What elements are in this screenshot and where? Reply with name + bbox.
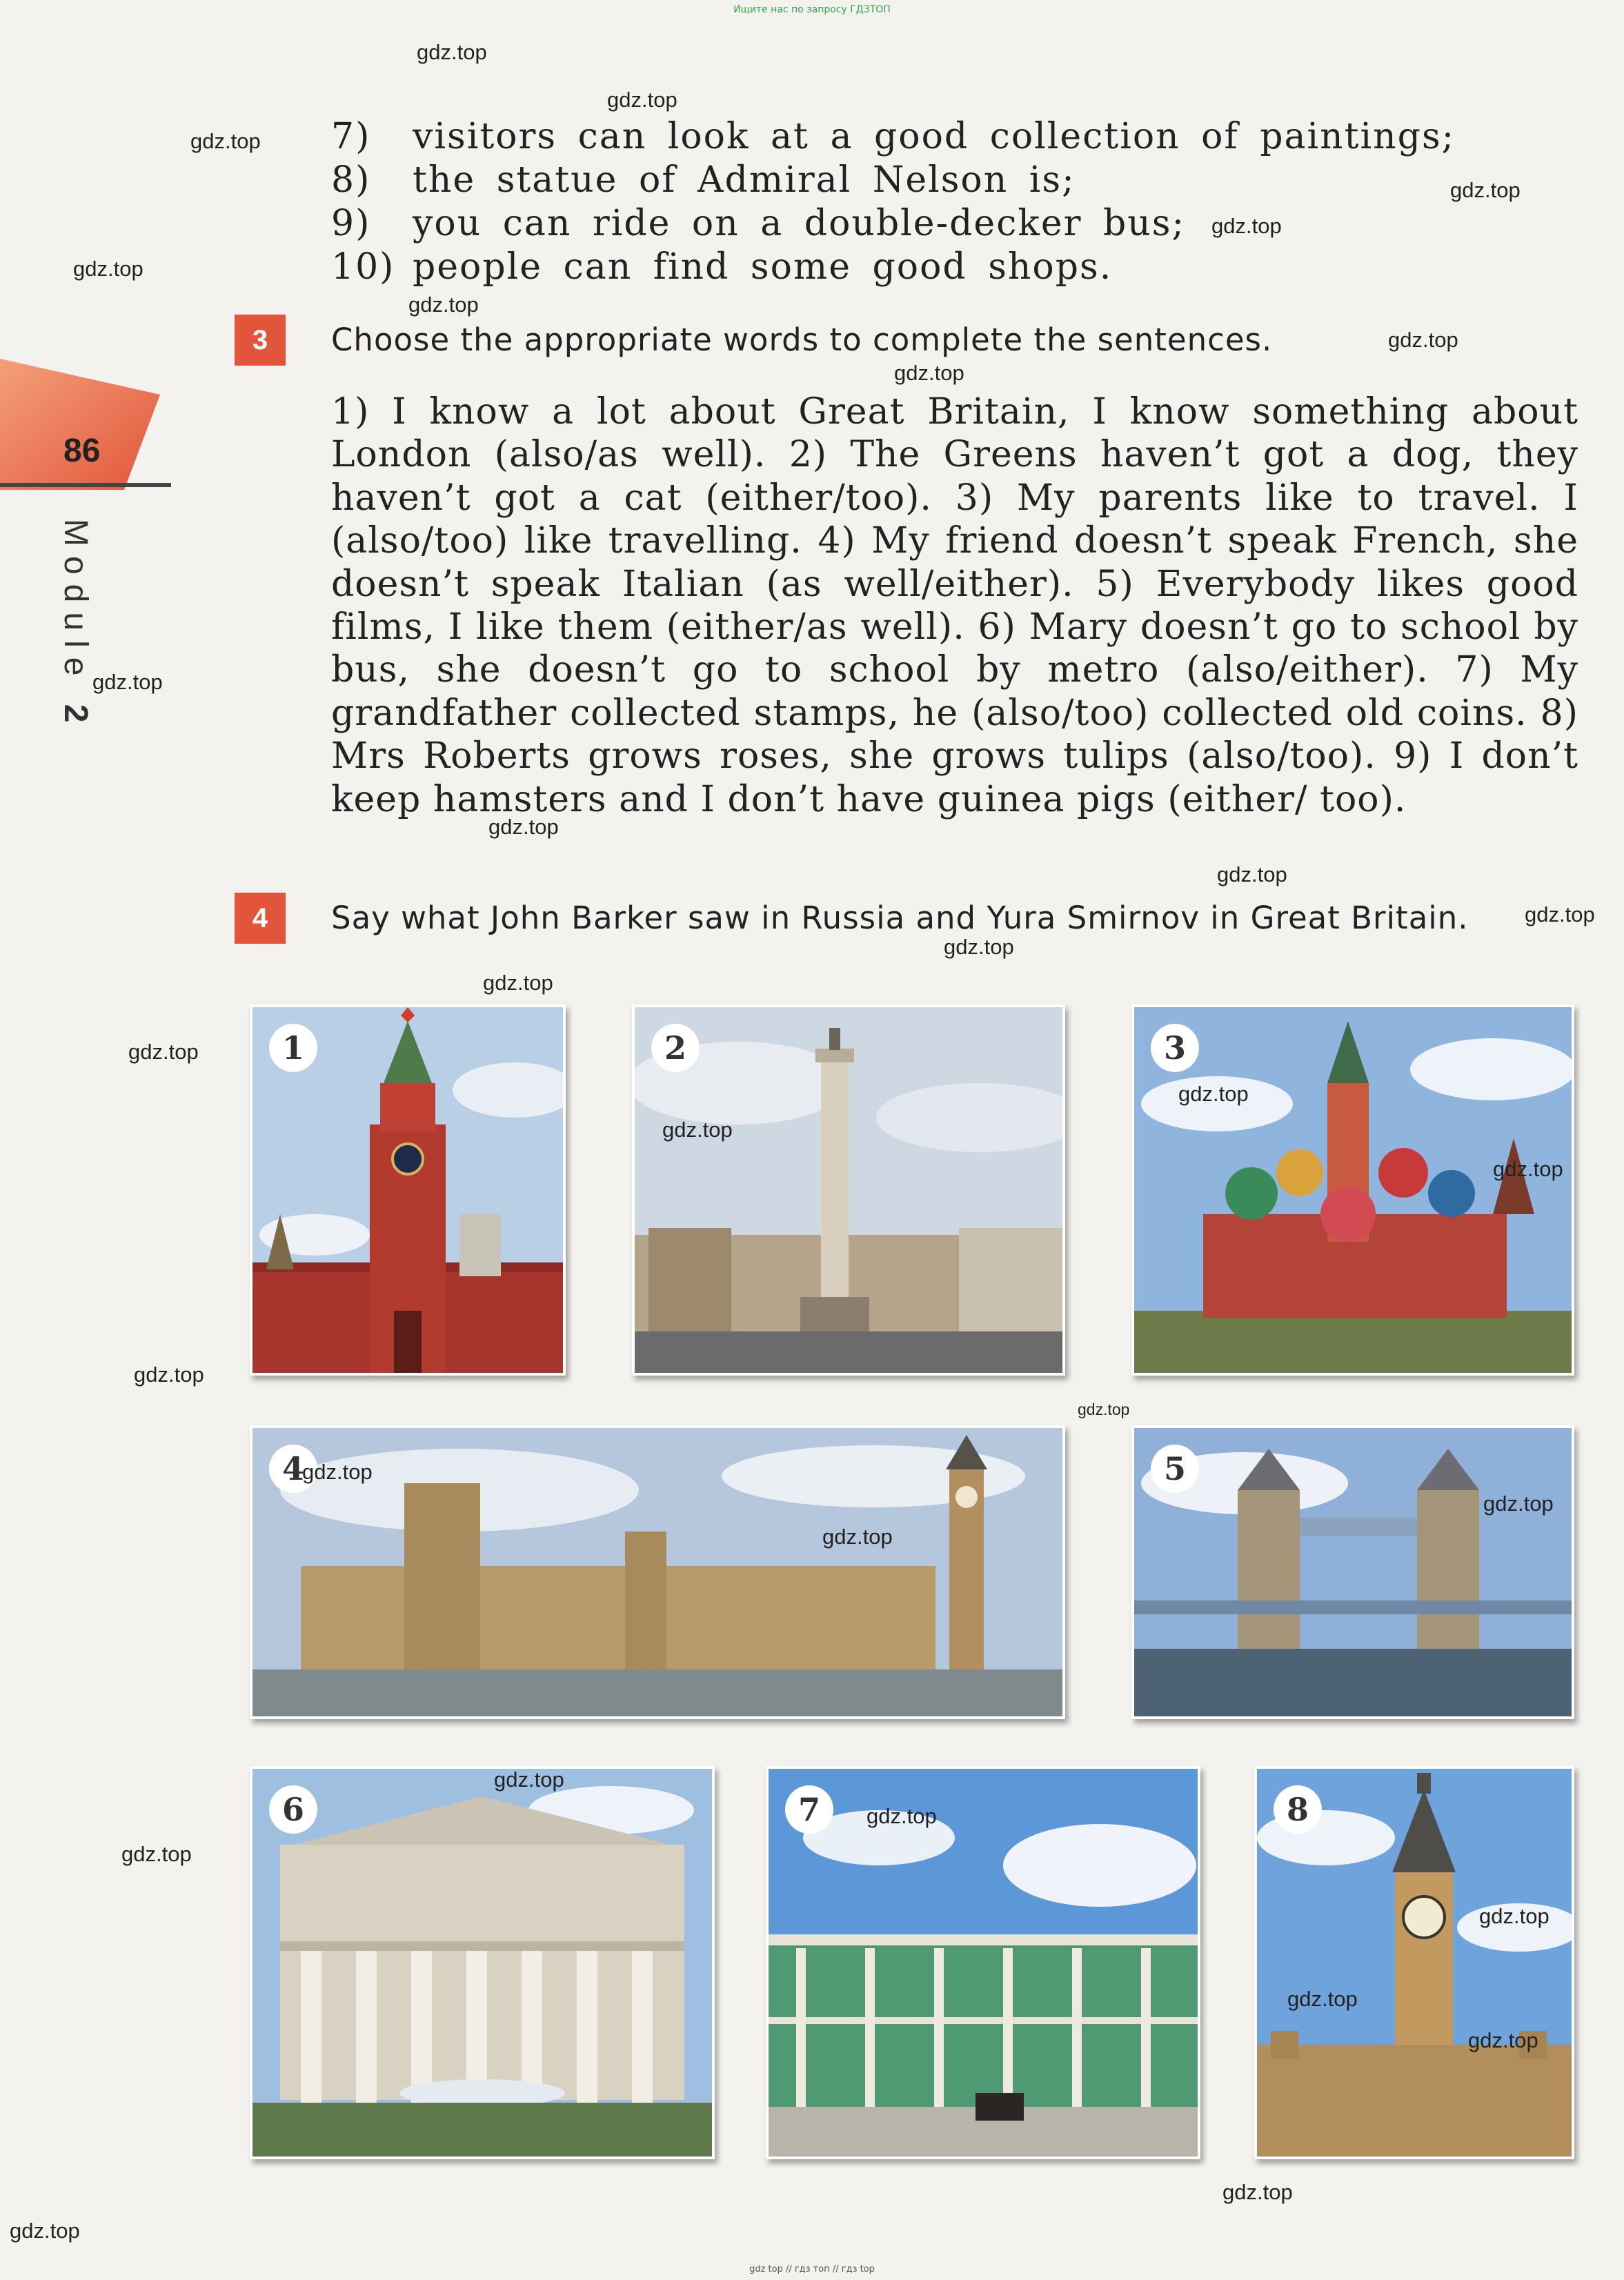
- photo-3: [1131, 1004, 1574, 1376]
- watermark: gdz.top: [128, 1040, 199, 1064]
- list-item-text: visitors can look at a good collection of paintings;: [413, 116, 1456, 157]
- watermark: gdz.top: [121, 1842, 192, 1866]
- exercise-3-badge: 3: [235, 315, 286, 366]
- watermark: gdz.top: [1287, 1987, 1358, 2011]
- tower-bridge-photo: [1134, 1428, 1572, 1716]
- watermark: gdz.top: [10, 2219, 80, 2243]
- watermark: gdz.top: [607, 88, 677, 112]
- module-label: [57, 519, 95, 732]
- watermark: gdz.top: [92, 670, 163, 694]
- watermark: gdz.top: [894, 361, 964, 385]
- watermark: gdz.top: [408, 293, 479, 317]
- watermark: gdz.top: [1211, 214, 1282, 238]
- top-banner: Ищите нас по запросу ГДЗТОП: [733, 4, 891, 15]
- houses-of-parliament-photo: [252, 1428, 1062, 1716]
- watermark: gdz.top: [1479, 1904, 1549, 1928]
- watermark: gdz.top: [944, 935, 1014, 959]
- list-item-number: 8): [331, 159, 371, 201]
- exercise-3-instruction: Choose the appropriate words to complete the sentences.: [331, 321, 1273, 358]
- watermark: gdz.top: [1217, 862, 1287, 886]
- photo-number: 6: [269, 1785, 317, 1834]
- exercise-4-instruction: Say what John Barker saw in Russia and Yura Smirnov in Great Britain.: [331, 900, 1469, 936]
- st-basils-cathedral-photo: [1134, 1007, 1572, 1373]
- photo-1: [250, 1004, 566, 1376]
- photo-2: [632, 1004, 1065, 1376]
- list-item: [331, 203, 1185, 244]
- photo-number: 5: [1151, 1445, 1199, 1493]
- module-number: 2: [57, 704, 94, 733]
- watermark: gdz.top: [822, 1525, 893, 1549]
- photo-number: 3: [1151, 1024, 1199, 1072]
- list-item-number: 7): [331, 116, 371, 157]
- list-item-text: you can ride on a double-decker bus;: [413, 203, 1185, 244]
- exercise-4-badge: 4: [235, 893, 286, 944]
- page-number-rule: [0, 483, 171, 487]
- photo-7: [766, 1766, 1200, 2159]
- nelson-column-photo: [635, 1007, 1062, 1373]
- watermark: gdz.top: [1468, 2028, 1538, 2052]
- watermark: gdz.top: [73, 257, 143, 281]
- watermark: gdz.top: [1388, 328, 1458, 352]
- list-item: [331, 246, 1112, 288]
- list-item: [331, 159, 1076, 201]
- photo-number: 2: [651, 1024, 700, 1072]
- watermark: gdz.top: [1222, 2180, 1293, 2204]
- photo-5: [1131, 1425, 1574, 1719]
- photo-number: 7: [785, 1785, 833, 1834]
- watermark: gdz.top: [1525, 902, 1595, 926]
- list-item: [331, 116, 1455, 157]
- module-word: Module: [57, 519, 94, 686]
- list-item-number: 10): [331, 246, 395, 288]
- watermark: gdz.top: [1450, 178, 1521, 202]
- watermark: gdz.top: [302, 1460, 373, 1484]
- watermark: gdz.top: [1483, 1491, 1554, 1516]
- watermark: gdz.top: [867, 1804, 937, 1828]
- watermark: gdz.top: [1493, 1157, 1563, 1181]
- list-item-text: people can find some good shops.: [413, 246, 1113, 288]
- list-item-number: 9): [331, 203, 371, 244]
- exercise-3-text: 1) I know a lot about Great Britain, I know something about London (also/as well). 2) The Greens haven’t got a dog, they haven’t got a cat (either/too). 3) My parents like to travel. I (also/too) like travelling. 4) My friend doesn’t speak French, she doesn’t speak Italian (as well/either). 5) Everybody likes good films, I like them (either/as well). 6) Mary doesn’t go to school by bus, she doesn’t go to school by metro (also/either). 7) My grandfather collected stamps, he (also/too) collected old coins. 8) Mrs Roberts grows roses, she grows tulips (also/too). 9) I don’t keep hamsters and I don’t have guinea pigs (either/ too).: [331, 391, 1578, 820]
- page-number: 86: [63, 433, 101, 469]
- photo-number: 4: [269, 1445, 317, 1493]
- watermark: gdz.top: [134, 1362, 204, 1387]
- watermark: gdz.top: [1078, 1400, 1130, 1418]
- watermark: gdz.top: [190, 129, 261, 153]
- list-item-text: the statue of Admiral Nelson is;: [413, 159, 1076, 201]
- winter-palace-photo: [769, 1769, 1198, 2157]
- photo-number: 1: [269, 1024, 317, 1072]
- page-corner-tab: [0, 359, 160, 490]
- bottom-banner: gdz top // гдз топ // гдз top: [749, 2264, 875, 2274]
- bolshoi-theatre-photo: [252, 1769, 712, 2157]
- watermark: gdz.top: [483, 971, 553, 995]
- photo-6: [250, 1766, 715, 2159]
- watermark: gdz.top: [488, 815, 559, 839]
- watermark: gdz.top: [417, 40, 487, 64]
- photo-8: [1254, 1766, 1574, 2159]
- watermark: gdz.top: [662, 1118, 733, 1142]
- watermark: gdz.top: [1178, 1082, 1249, 1106]
- photo-number: 8: [1274, 1785, 1322, 1834]
- watermark: gdz.top: [494, 1767, 564, 1792]
